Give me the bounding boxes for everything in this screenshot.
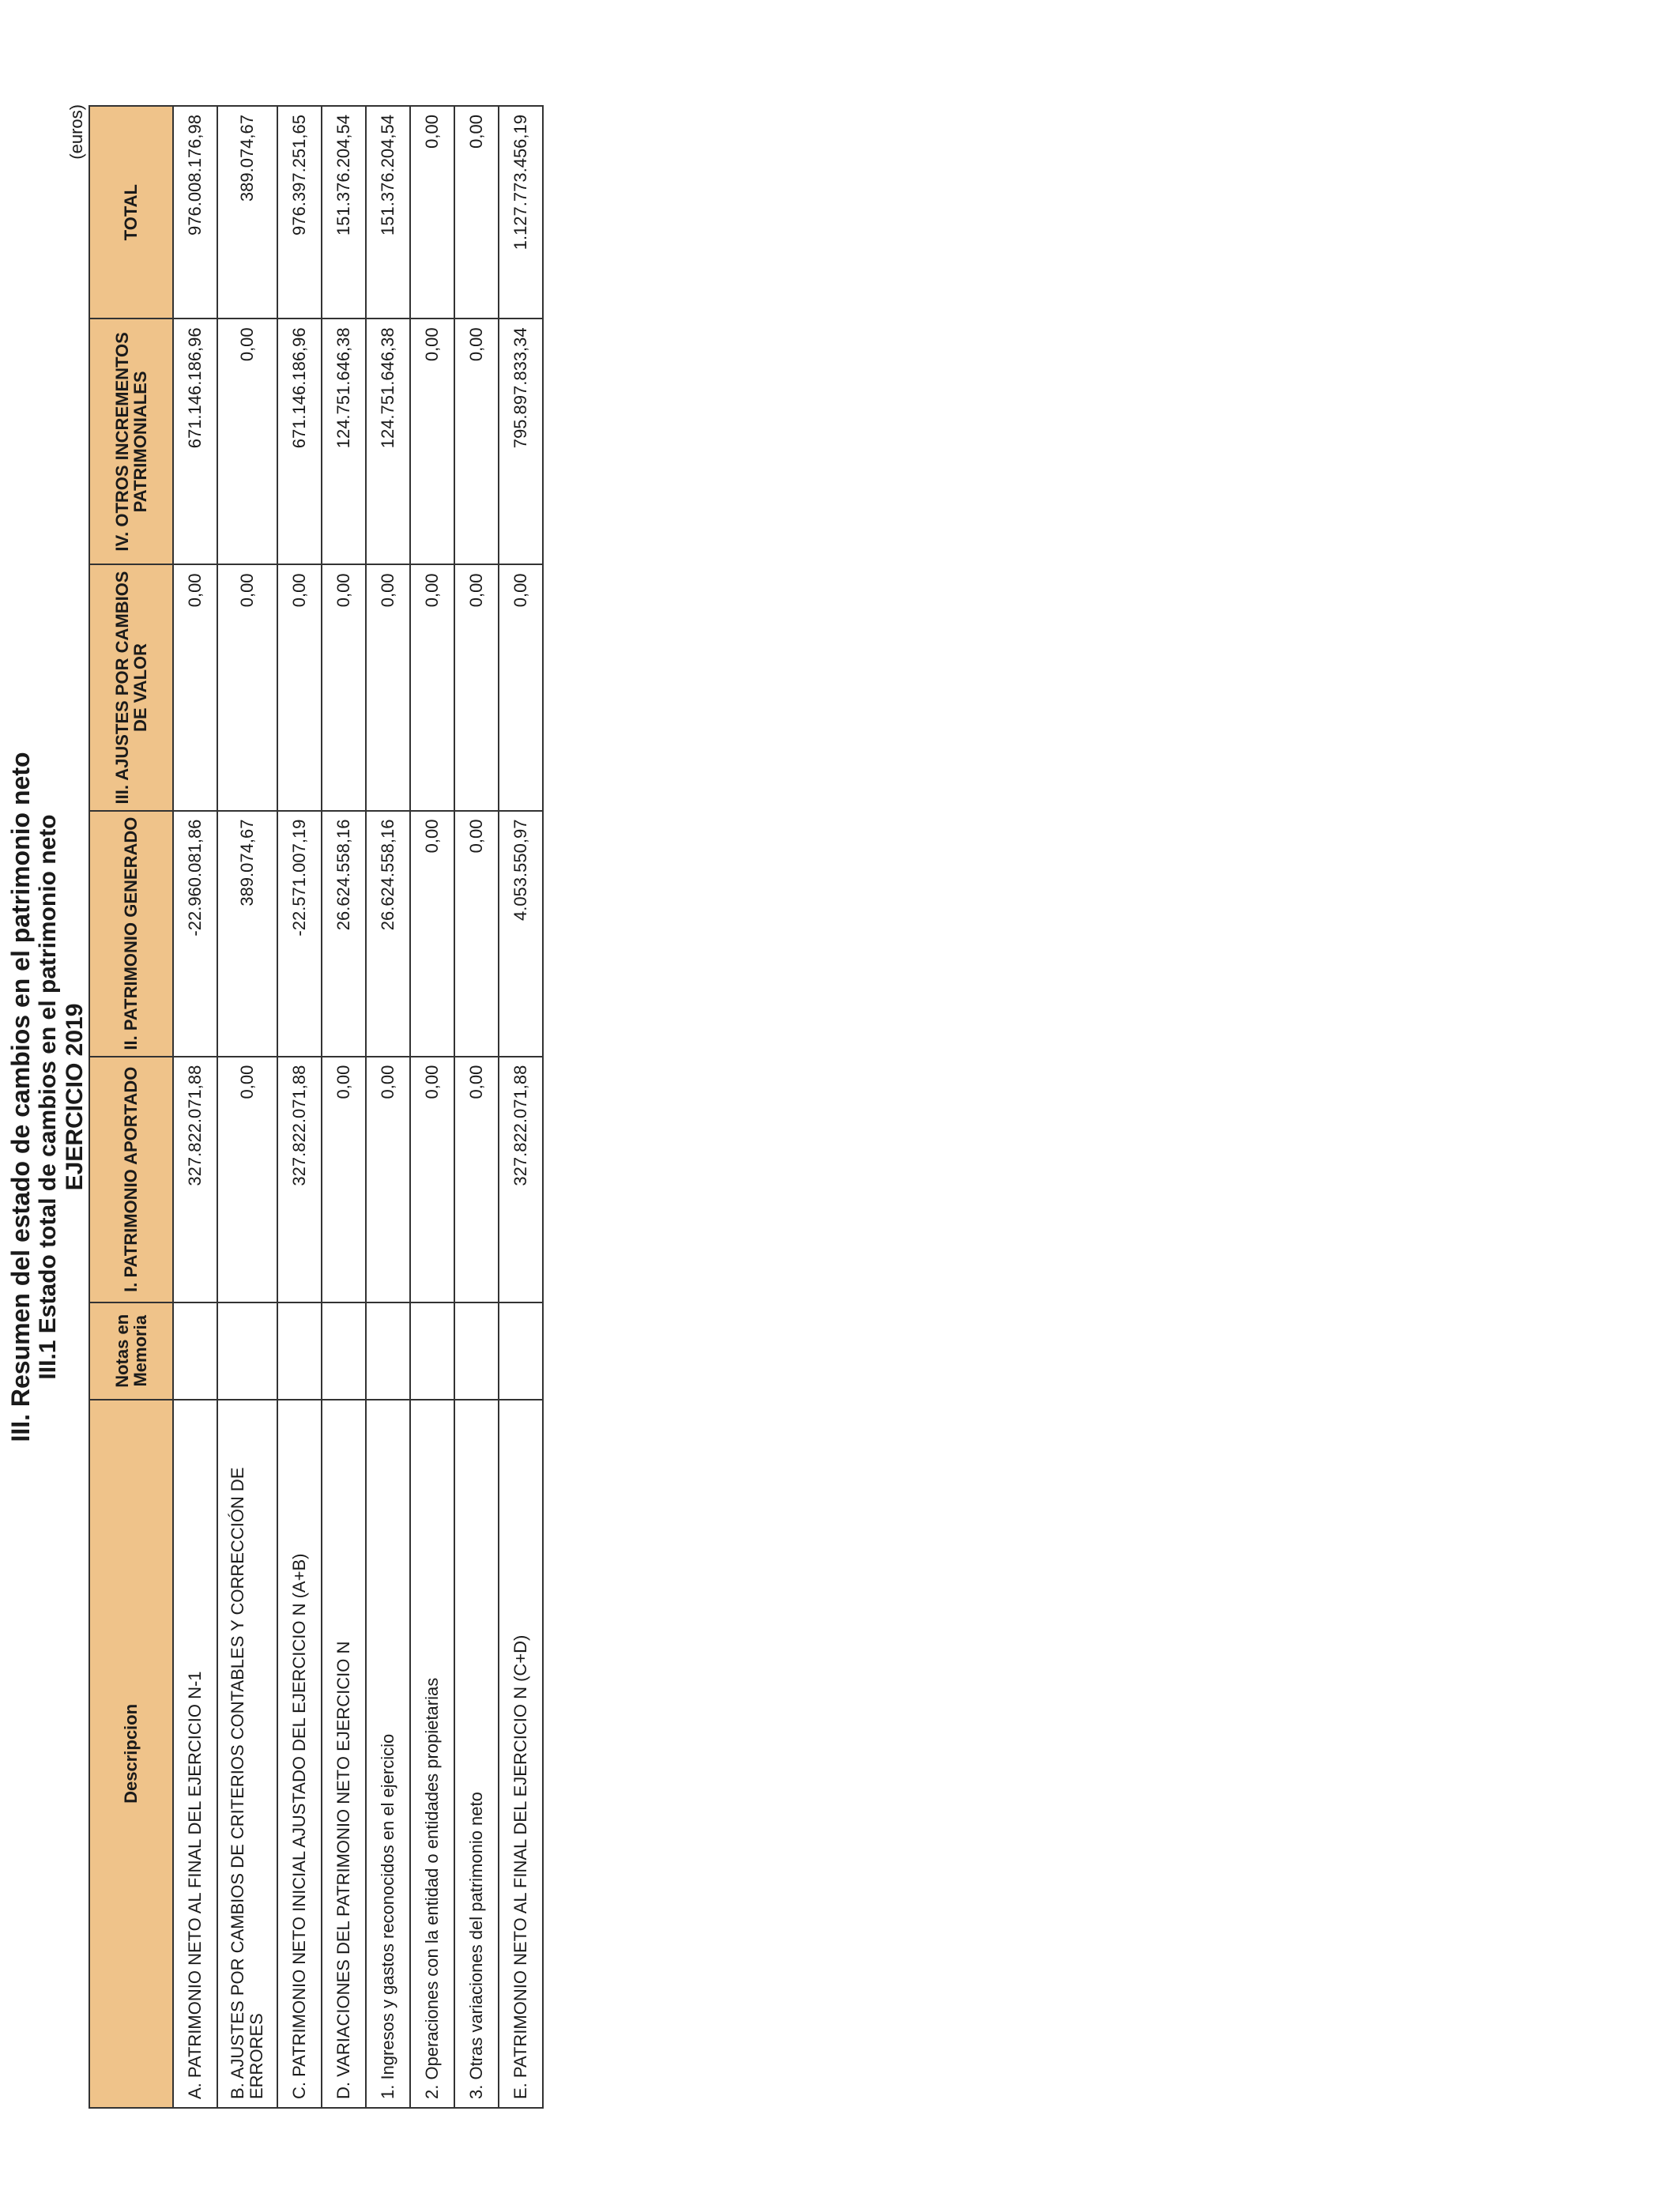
row-description: E. PATRIMONIO NETO AL FINAL DEL EJERCICIO N (C+D) xyxy=(499,1400,543,2108)
row-patrimonio-aportado: 0,00 xyxy=(410,1057,454,1302)
row-ajustes-valor: 0,00 xyxy=(277,564,322,810)
document-subtitle: III.1 Estado total de cambios en el patrimonio neto xyxy=(35,814,61,1380)
row-notes xyxy=(499,1302,543,1400)
table-header-row xyxy=(89,106,173,2108)
row-patrimonio-generado: 389.074,67 xyxy=(217,811,277,1057)
table-row xyxy=(410,106,454,2108)
row-notes xyxy=(173,1302,217,1400)
row-notes xyxy=(217,1302,277,1400)
row-notes xyxy=(322,1302,366,1400)
header-notes: Notas en Memoria xyxy=(89,1302,173,1400)
row-total: 151.376.204,54 xyxy=(322,106,366,319)
row-otros-incrementos: 124.751.646,38 xyxy=(366,319,410,564)
row-patrimonio-generado: -22.571.007,19 xyxy=(277,811,322,1057)
row-patrimonio-generado: 0,00 xyxy=(454,811,499,1057)
row-otros-incrementos: 0,00 xyxy=(454,319,499,564)
row-otros-incrementos: 0,00 xyxy=(217,319,277,564)
table-row xyxy=(217,106,277,2108)
row-otros-incrementos: 124.751.646,38 xyxy=(322,319,366,564)
row-description: A. PATRIMONIO NETO AL FINAL DEL EJERCICIO N-1 xyxy=(173,1400,217,2108)
row-ajustes-valor: 0,00 xyxy=(173,564,217,810)
row-total: 389.074,67 xyxy=(217,106,277,319)
table-row xyxy=(322,106,366,2108)
header-patrimonio-aportado: I. PATRIMONIO APORTADO xyxy=(89,1057,173,1302)
row-patrimonio-generado: -22.960.081,86 xyxy=(173,811,217,1057)
row-total: 0,00 xyxy=(454,106,499,319)
row-notes xyxy=(454,1302,499,1400)
row-patrimonio-generado: 0,00 xyxy=(410,811,454,1057)
table-row xyxy=(277,106,322,2108)
row-ajustes-valor: 0,00 xyxy=(322,564,366,810)
header-patrimonio-generado: II. PATRIMONIO GENERADO xyxy=(89,811,173,1057)
document-title: III. Resumen del estado de cambios en el patrimonio neto xyxy=(6,752,35,1442)
row-description: D. VARIACIONES DEL PATRIMONIO NETO EJERCICIO N xyxy=(322,1400,366,2108)
row-description-text: B. AJUSTES POR CAMBIOS DE CRITERIOS CONTABLES Y CORRECCIÓN DE ERRORES xyxy=(227,1467,266,2099)
table-row xyxy=(173,106,217,2108)
row-total: 151.376.204,54 xyxy=(366,106,410,319)
row-otros-incrementos: 795.897.833,34 xyxy=(499,319,543,564)
row-otros-incrementos: 671.146.186,96 xyxy=(173,319,217,564)
equity-changes-table xyxy=(89,105,544,2109)
row-description: C. PATRIMONIO NETO INICIAL AJUSTADO DEL EJERCICIO N (A+B) xyxy=(277,1400,322,2108)
row-total: 0,00 xyxy=(410,106,454,319)
row-description: 2. Operaciones con la entidad o entidades propietarias xyxy=(410,1400,454,2108)
row-patrimonio-aportado: 0,00 xyxy=(322,1057,366,1302)
document-period: EJERCICIO 2019 xyxy=(62,1003,88,1191)
row-description: 1. Ingresos y gastos reconocidos en el ejercicio xyxy=(366,1400,410,2108)
row-patrimonio-generado: 26.624.558,16 xyxy=(322,811,366,1057)
row-ajustes-valor: 0,00 xyxy=(499,564,543,810)
table-row xyxy=(454,106,499,2108)
currency-unit: (euros) xyxy=(66,104,86,160)
row-patrimonio-generado: 26.624.558,16 xyxy=(366,811,410,1057)
row-patrimonio-aportado: 0,00 xyxy=(366,1057,410,1302)
header-otros-incrementos: IV. OTROS INCREMENTOS PATRIMONIALES xyxy=(89,319,173,564)
row-patrimonio-aportado: 327.822.071,88 xyxy=(499,1057,543,1302)
row-notes xyxy=(277,1302,322,1400)
row-patrimonio-aportado: 327.822.071,88 xyxy=(277,1057,322,1302)
row-ajustes-valor: 0,00 xyxy=(454,564,499,810)
row-otros-incrementos: 671.146.186,96 xyxy=(277,319,322,564)
header-description: Descripcion xyxy=(89,1400,173,2108)
row-patrimonio-aportado: 0,00 xyxy=(454,1057,499,1302)
row-patrimonio-generado: 4.053.550,97 xyxy=(499,811,543,1057)
row-description: 3. Otras variaciones del patrimonio neto xyxy=(454,1400,499,2108)
header-total: TOTAL xyxy=(89,106,173,319)
row-total: 976.397.251,65 xyxy=(277,106,322,319)
row-total: 976.008.176,98 xyxy=(173,106,217,319)
row-ajustes-valor: 0,00 xyxy=(217,564,277,810)
row-ajustes-valor: 0,00 xyxy=(410,564,454,810)
row-patrimonio-aportado: 0,00 xyxy=(217,1057,277,1302)
header-ajustes-valor: III. AJUSTES POR CAMBIOS DE VALOR xyxy=(89,564,173,810)
table-row xyxy=(366,106,410,2108)
table-row xyxy=(499,106,543,2108)
row-total: 1.127.773.456,19 xyxy=(499,106,543,319)
row-ajustes-valor: 0,00 xyxy=(366,564,410,810)
row-notes xyxy=(410,1302,454,1400)
row-patrimonio-aportado: 327.822.071,88 xyxy=(173,1057,217,1302)
row-otros-incrementos: 0,00 xyxy=(410,319,454,564)
row-notes xyxy=(366,1302,410,1400)
row-description xyxy=(217,1400,277,2108)
